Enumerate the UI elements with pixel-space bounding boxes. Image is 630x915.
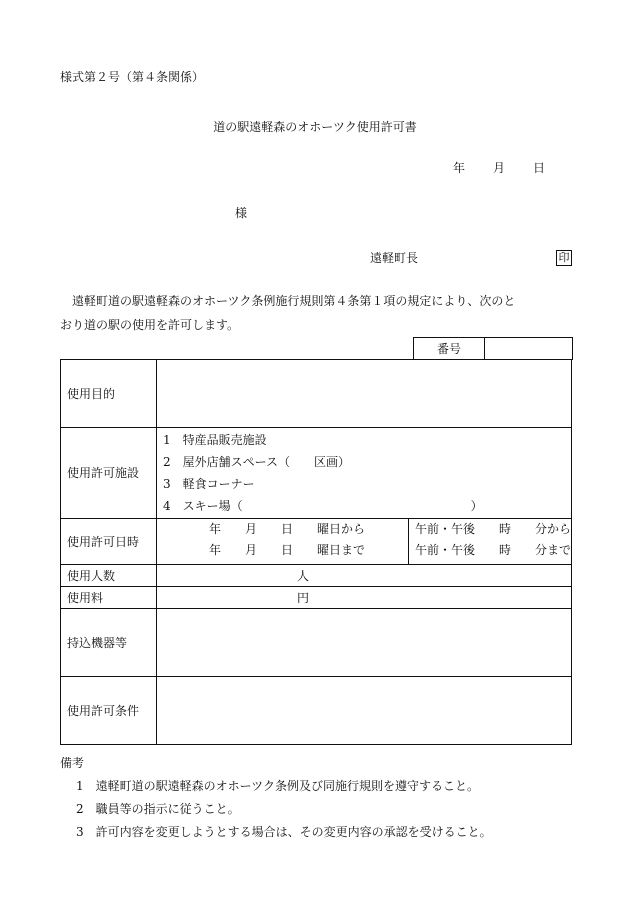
form-number: 様式第２号（第４条関係）	[60, 70, 205, 84]
facility-item-4: 4 スキー場（ ）	[163, 499, 483, 513]
seal-mark: 印	[556, 250, 572, 266]
remark-item-1: 1 遠軽町道の駅遠軽森のオホーツク条例及び同施行規則を遵守すること。	[76, 779, 480, 793]
facility-item-3: 3 軽食コーナー	[163, 477, 255, 491]
issuer-title: 遠軽町長	[370, 251, 419, 265]
date-day: 日	[533, 161, 546, 175]
number-value-cell	[485, 338, 573, 360]
datetime-cell	[157, 519, 572, 565]
label-purpose: 使用目的	[61, 360, 157, 428]
facility-list	[157, 428, 572, 519]
row-datetime	[61, 519, 572, 565]
fee-unit: 円	[157, 587, 572, 609]
time-from: 午前・午後 時 分から	[414, 522, 571, 536]
date-month: 月	[493, 161, 506, 175]
body-text-line-1: 遠軽町道の駅遠軽森のオホーツク条例施行規則第４条第１項の規定により、次のと	[72, 294, 516, 308]
row-facility	[61, 428, 572, 519]
page-title: 道の駅遠軽森のオホーツク使用許可書	[213, 120, 417, 134]
row-purpose	[61, 360, 572, 428]
date-from: 年 月 日 曜日から	[209, 522, 366, 536]
people-unit: 人	[157, 565, 572, 587]
row-equipment	[61, 609, 572, 677]
body-text-line-2: おり道の駅の使用を許可します。	[60, 318, 240, 332]
number-label: 番号	[414, 338, 485, 360]
label-fee: 使用料	[61, 587, 157, 609]
label-people: 使用人数	[61, 565, 157, 587]
datetime-dates	[157, 519, 409, 564]
label-datetime: 使用許可日時	[61, 519, 157, 565]
value-conditions	[157, 677, 572, 745]
date-year: 年	[453, 161, 466, 175]
facility-item-1: 1 特産品販売施設	[163, 433, 267, 447]
remarks-heading: 備考	[60, 756, 85, 770]
row-conditions	[61, 677, 572, 745]
label-facility: 使用許可施設	[61, 428, 157, 519]
row-fee	[61, 587, 572, 609]
row-people	[61, 565, 572, 587]
facility-item-2: 2 屋外店舗スペース（ 区画）	[163, 455, 351, 469]
number-table	[413, 337, 573, 360]
value-purpose	[157, 360, 572, 428]
addressee-suffix: 様	[235, 206, 248, 220]
date-to: 年 月 日 曜日まで	[209, 543, 366, 557]
label-conditions: 使用許可条件	[61, 677, 157, 745]
permit-table	[60, 359, 572, 745]
remark-item-2: 2 職員等の指示に従うこと。	[76, 802, 240, 816]
remark-item-3: 3 許可内容を変更しようとする場合は、その変更内容の承認を受けること。	[76, 825, 492, 839]
value-equipment	[157, 609, 572, 677]
time-to: 午前・午後 時 分まで	[414, 543, 571, 557]
datetime-times	[409, 519, 571, 564]
label-equipment: 持込機器等	[61, 609, 157, 677]
remarks-section	[60, 752, 492, 844]
